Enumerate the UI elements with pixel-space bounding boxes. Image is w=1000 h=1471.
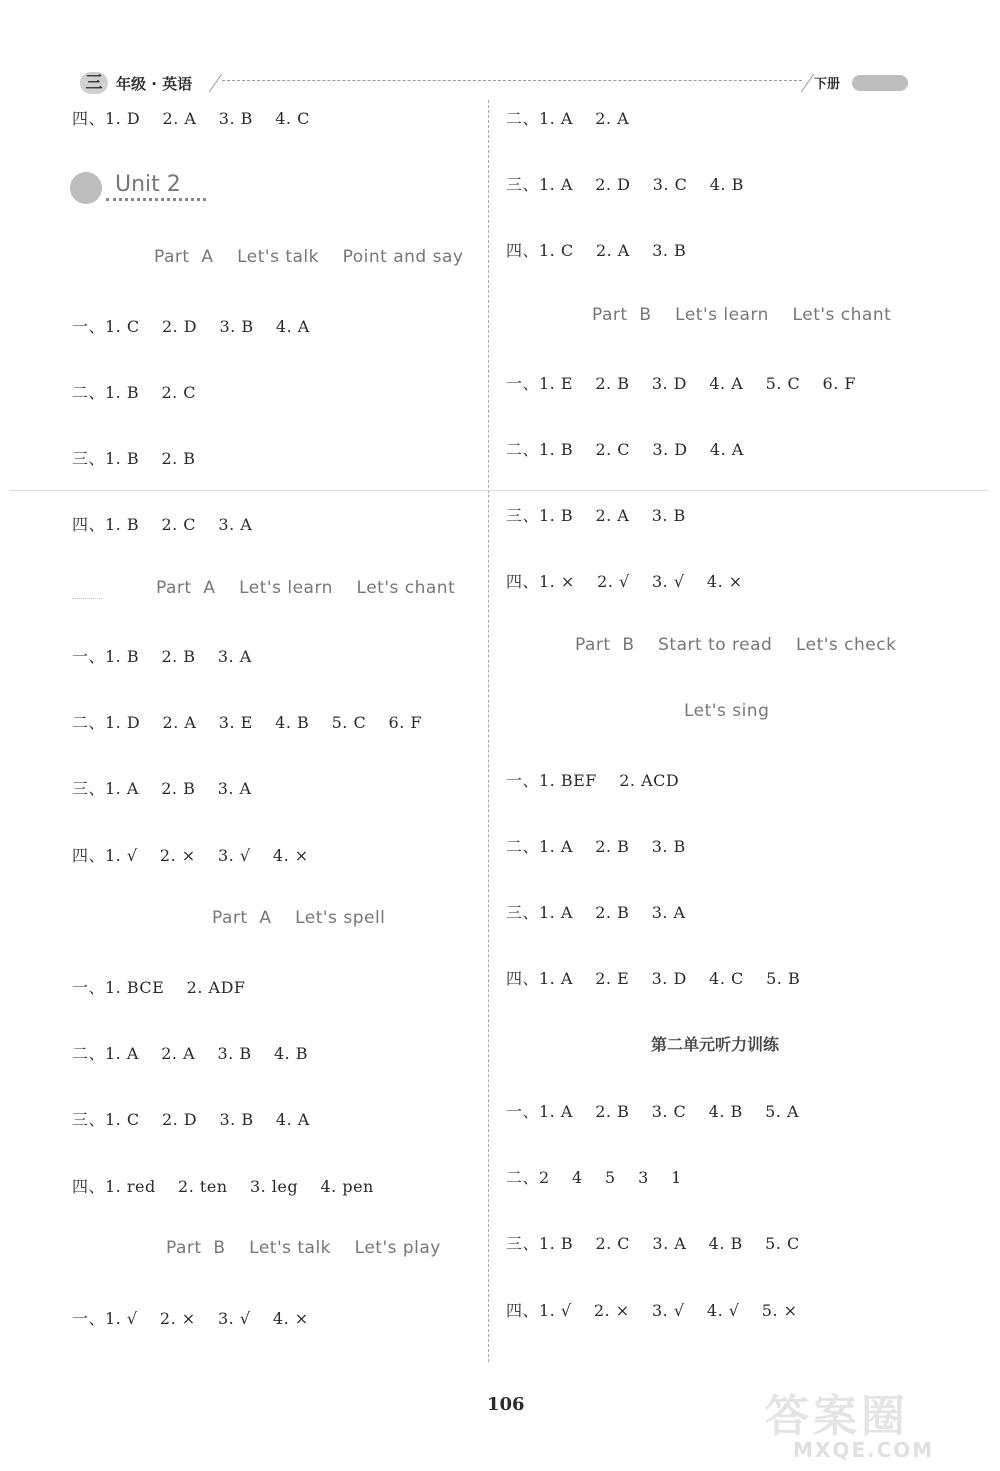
answer-line: 二、2 4 5 3 1 [506, 1168, 682, 1187]
answer-line: 四、1. C 2. A 3. B [506, 241, 687, 260]
answer-line: 一、1. B 2. B 3. A [72, 647, 252, 666]
answer-line: 一、1. BCE 2. ADF [72, 978, 246, 997]
section-heading: Part B Let's talk Let's play [166, 1238, 441, 1258]
answer-line: 三、1. A 2. B 3. A [72, 779, 252, 798]
answer-line: 一、1. E 2. B 3. D 4. A 5. C 6. F [506, 374, 856, 393]
watermark [765, 1378, 995, 1468]
answer-line: 二、1. A 2. A [506, 109, 630, 128]
answer-line: 四、1. A 2. E 3. D 4. C 5. B [506, 969, 801, 988]
watermark-text: 答案圈 [765, 1391, 909, 1442]
unit-icon [70, 172, 102, 204]
answer-line: 三、1. A 2. B 3. A [506, 903, 686, 922]
answer-line: 三、1. C 2. D 3. B 4. A [72, 1110, 310, 1129]
answer-line: 一、1. BEF 2. ACD [506, 771, 680, 790]
answer-line: 三、1. B 2. C 3. A 4. B 5. C [506, 1234, 800, 1253]
section-heading: Part A Let's talk Point and say [154, 247, 464, 267]
answer-line: 一、1. A 2. B 3. C 4. B 5. A [506, 1102, 800, 1121]
answer-line: 四、1. √ 2. × 3. √ 4. √ 5. × [506, 1301, 798, 1320]
answer-line: 三、1. B 2. A 3. B [506, 506, 686, 525]
answer-line: 二、1. A 2. A 3. B 4. B [72, 1044, 309, 1063]
header-volume: 下册 [814, 77, 841, 92]
answer-line: 二、1. D 2. A 3. E 4. B 5. C 6. F [72, 713, 422, 732]
header-decoration [209, 74, 222, 93]
answer-line: 四、1. × 2. √ 3. √ 4. × [506, 572, 743, 591]
answer-line: 四、1. D 2. A 3. B 4. C [72, 109, 310, 128]
answer-line: 一、1. C 2. D 3. B 4. A [72, 317, 310, 336]
unit-dots [106, 198, 206, 201]
answer-line: 三、1. B 2. B [72, 449, 196, 468]
header-tag [852, 75, 908, 91]
header-decoration [801, 74, 814, 93]
answer-line: 二、1. B 2. C [72, 383, 197, 402]
section-heading: Part B Let's learn Let's chant [592, 305, 892, 325]
answer-line: 二、1. B 2. C 3. D 4. A [506, 440, 744, 459]
page-header [70, 68, 930, 98]
section-heading: Part B Start to read Let's check [575, 635, 897, 655]
section-heading: 第二单元听力训练 [651, 1035, 780, 1054]
page-number: 106 [487, 1394, 525, 1415]
answer-line: 三、1. A 2. D 3. C 4. B [506, 175, 744, 194]
section-subheading: Let's sing [684, 701, 770, 721]
answer-line: 四、1. red 2. ten 3. leg 4. pen [72, 1177, 374, 1196]
answer-line: 四、1. B 2. C 3. A [72, 515, 253, 534]
unit-title: Unit 2 [115, 172, 181, 197]
section-heading: Part A Let's spell [212, 908, 386, 928]
watermark-url: MXQE.COM [793, 1438, 935, 1462]
answer-line: 一、1. √ 2. × 3. √ 4. × [72, 1309, 309, 1328]
answer-line: 二、1. A 2. B 3. B [506, 837, 686, 856]
answer-line: 四、1. √ 2. × 3. √ 4. × [72, 846, 309, 865]
grade-badge: 三 [80, 72, 108, 94]
header-dashed-line [222, 80, 802, 81]
page-fold-line [10, 490, 988, 491]
header-title: 年级 · 英语 [116, 75, 193, 93]
column-divider [488, 100, 489, 1362]
section-heading: Part A Let's learn Let's chant [156, 578, 456, 598]
small-mark [72, 598, 102, 599]
